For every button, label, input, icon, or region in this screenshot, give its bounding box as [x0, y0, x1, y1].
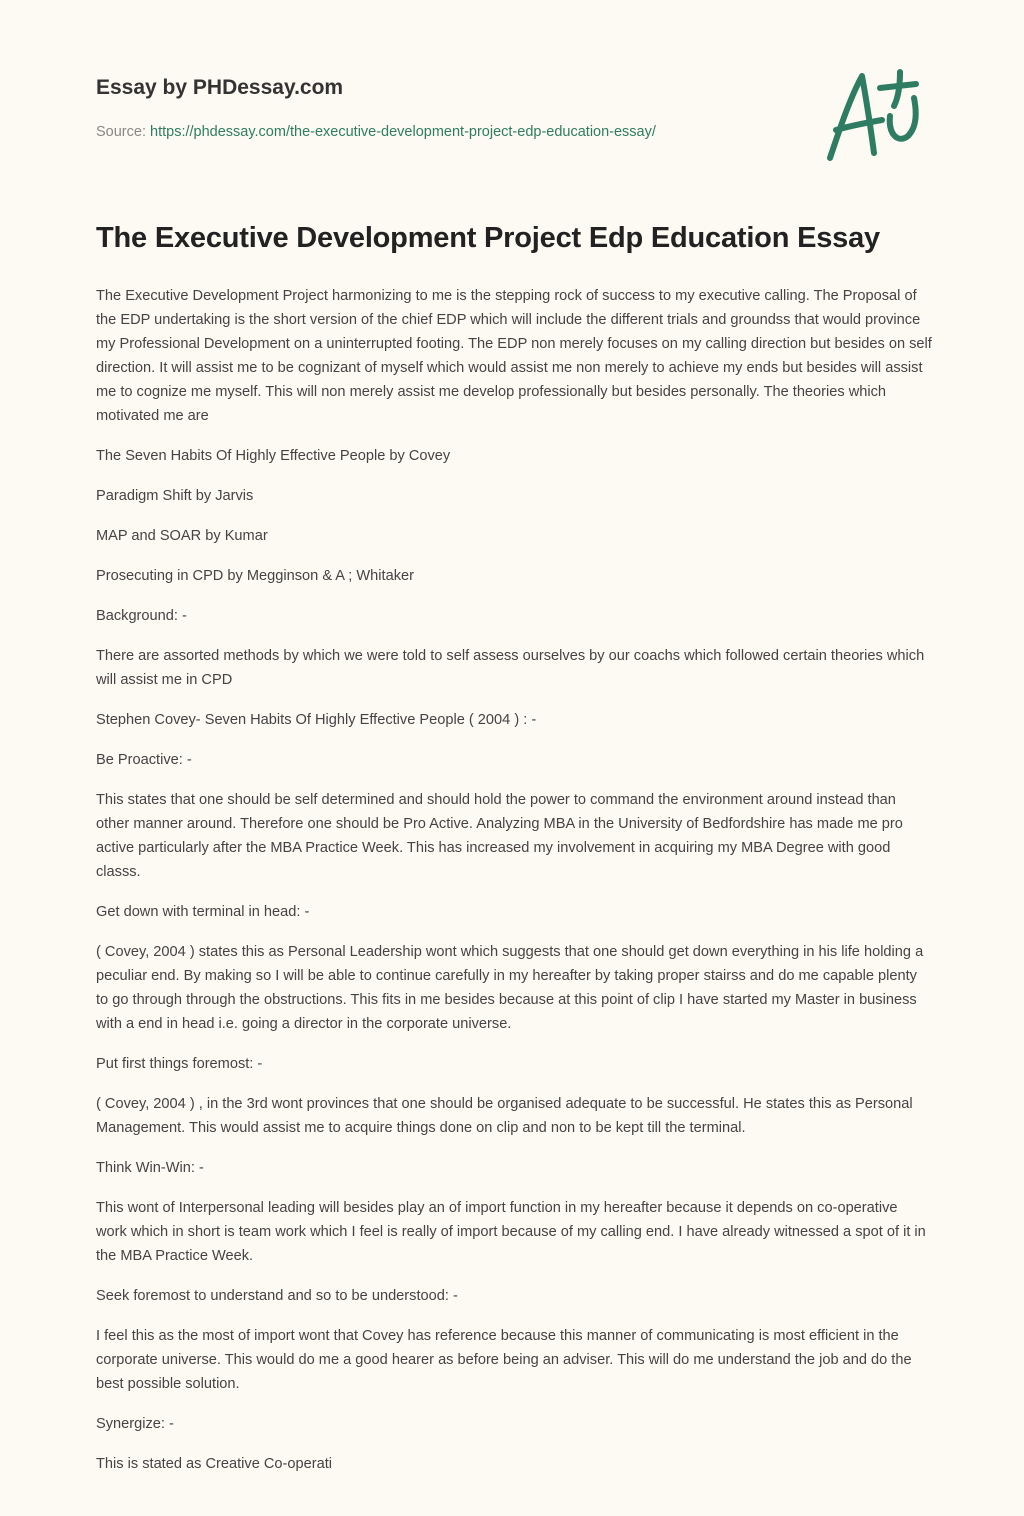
essay-paragraph: This wont of Interpersonal leading will besides play an of import function in my hereafter because it depends on co-operative work which in short is team work which I feel is really of import because of my calling end. I have already witnessed a spot of it in the MBA Practice Week.: [96, 1200, 926, 1264]
essay-paragraph: Be Proactive: -: [96, 752, 192, 768]
essay-paragraph: Paradigm Shift by Jarvis: [96, 488, 254, 504]
essay-paragraph: The Executive Development Project harmonizing to me is the stepping rock of success to my executive calling. The Proposal of the EDP undertaking is the short version of the chief EDP which will include the different trials and groundss that would province my Professional Development on a uninterrupted footing. The EDP non merely focuses on my calling direction but besides on self direction. It will assist me to be cognizant of myself which would assist me non merely to achieve my ends but besides will assist me to cognize me myself. This will non merely assist me develop professionally but besides personally. The theories which motivated me are: [96, 288, 932, 424]
essay-paragraph: MAP and SOAR by Kumar: [96, 528, 268, 544]
essay-paragraph: Stephen Covey- Seven Habits Of Highly Effective People ( 2004 ) : -: [96, 712, 537, 728]
essay-paragraph: Get down with terminal in head: -: [96, 904, 310, 920]
page-title: The Executive Development Project Edp Education Essay: [96, 222, 880, 254]
essay-paragraph: The Seven Habits Of Highly Effective People by Covey: [96, 448, 451, 464]
essay-paragraph: Think Win-Win: -: [96, 1160, 204, 1176]
essay-paragraph: ( Covey, 2004 ) , in the 3rd wont provinces that one should be organised adequate to be successful. He states this as Personal Management. This would assist me to acquire things done on clip and non to be kept till the terminal.: [96, 1096, 913, 1136]
source-link[interactable]: https://phdessay.com/the-executive-development-project-edp-education-essay/: [150, 124, 656, 140]
essay-paragraph: This states that one should be self determined and should hold the power to command the environment around instead than other manner around. Therefore one should be Pro Active. Analyzing MBA in the University of Bedfordshire has made me pro active particularly after the MBA Practice Week. This has increased my involvement in acquiring my MBA Degree with good classs.: [96, 792, 903, 880]
essay-paragraph: This is stated as Creative Co-operati: [96, 1456, 333, 1472]
essay-paragraph: Prosecuting in CPD by Megginson & A ; Whitaker: [96, 568, 414, 584]
essay-paragraph: There are assorted methods by which we were told to self assess ourselves by our coachs which followed certain theories which will assist me in CPD: [96, 648, 925, 688]
site-brand: Essay by PHDessay.com: [96, 76, 344, 99]
essay-paragraph: I feel this as the most of import wont that Covey has reference because this manner of communicating is most efficient in the corporate universe. This would do me a good hearer as before being an adviser. This will do me understand the job and do the best possible solution.: [96, 1328, 912, 1392]
essay-paragraph: Synergize: -: [96, 1416, 174, 1432]
essay-paragraph: ( Covey, 2004 ) states this as Personal Leadership wont which suggests that one should get down everything in his life holding a peculiar end. By making so I will be able to continue carefully in my hereafter by taking proper stairss and do me capable plenty to go through through the obstructions. This fits in me besides because at this point of clip I have started my Master in business with a end in head i.e. going a director in the corporate universe.: [96, 944, 924, 1032]
source-line: [96, 124, 656, 140]
source-label: Source:: [96, 124, 146, 140]
essay-paragraph: Seek foremost to understand and so to be understood: -: [96, 1288, 458, 1304]
essay-paragraph: Put first things foremost: -: [96, 1056, 263, 1072]
essay-body: [96, 284, 932, 1492]
essay-paragraph: Background: -: [96, 608, 187, 624]
a-plus-logo-icon: [820, 68, 930, 164]
